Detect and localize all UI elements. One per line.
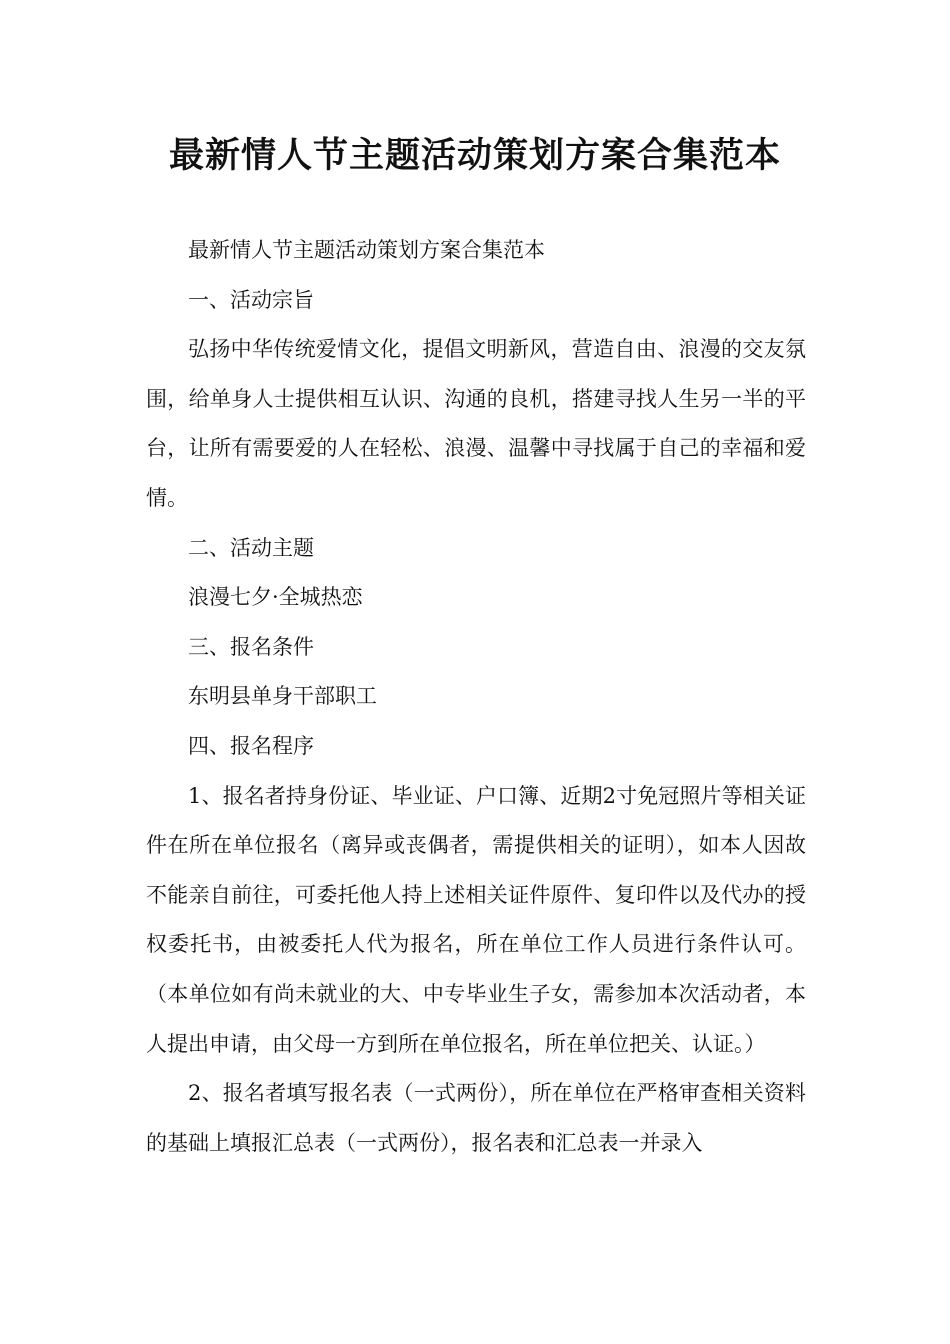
heading-activity-theme: 二、活动主题 xyxy=(188,535,314,560)
paragraph-subtitle: 最新情人节主题活动策划方案合集范本 xyxy=(188,238,545,262)
heading-activity-purpose: 一、活动宗旨 xyxy=(188,287,314,312)
paragraph-procedure-step-2: 2、报名者填写报名表（一式两份），所在单位在严格审查相关资料的基础上填报汇总表（一式两份），报名表和汇总表一并录入 xyxy=(146,1081,806,1155)
paragraph-activity-purpose: 弘扬中华传统爱情文化，提倡文明新风，营造自由、浪漫的交友氛围，给单身人士提供相互认识、沟通的良机，搭建寻找人生另一半的平台，让所有需要爱的人在轻松、浪漫、温馨中寻找属于自己的幸福和爱情。 xyxy=(146,337,806,510)
paragraph-activity-theme: 浪漫七夕·全城热恋 xyxy=(188,585,363,610)
paragraph-procedure-step-1: 1、报名者持身份证、毕业证、户口簿、近期2寸免冠照片等相关证件在所在单位报名（离异或丧偶者，需提供相关的证明），如本人因故不能亲自前往，可委托他人持上述相关证件原件、复印件以及代办的授权委托书，由被委托人代为报名，所在单位工作人员进行条件认可。（本单位如有尚未就业的大、中专毕业生子女，需参加本次活动者，本人提出申请，由父母一方到所在单位报名，所在单位把关、认证。） xyxy=(146,783,806,1056)
document-body xyxy=(146,226,806,1168)
heading-registration-procedure: 四、报名程序 xyxy=(188,733,314,758)
heading-registration-conditions: 三、报名条件 xyxy=(188,634,314,659)
document-title: 最新情人节主题活动策划方案合集范本 xyxy=(168,136,781,176)
paragraph-registration-conditions: 东明县单身干部职工 xyxy=(188,684,377,709)
